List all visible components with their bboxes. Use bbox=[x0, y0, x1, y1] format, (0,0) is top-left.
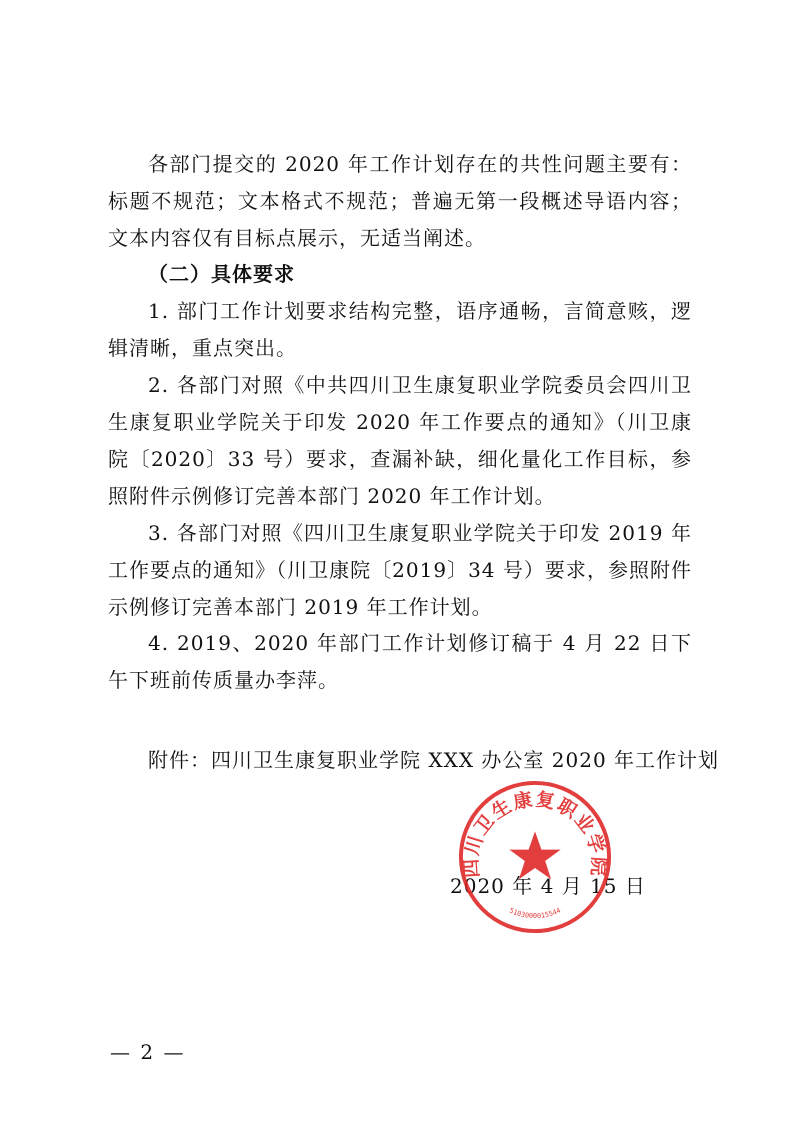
official-seal bbox=[456, 778, 614, 936]
section-heading-requirements: （二）具体要求 bbox=[148, 262, 295, 286]
seal-text: 四川卫生康复职业学院 bbox=[461, 789, 609, 879]
seal-code: 5103000015544 bbox=[507, 906, 563, 921]
requirement-item-1: 1. 部门工作计划要求结构完整，语序通畅，言简意赅，逻辑清晰，重点突出。 bbox=[108, 299, 692, 360]
paragraph-common-issues: 各部门提交的 2020 年工作计划存在的共性问题主要有：标题不规范；文本格式不规范；普遍无第一段概述导语内容；文本内容仅有目标点展示，无适当阐述。 bbox=[108, 152, 692, 250]
attachment-line: 附件：四川卫生康复职业学院 XXX 办公室 2020 年工作计划 bbox=[148, 748, 720, 772]
requirement-item-3: 3. 各部门对照《四川卫生康复职业学院关于印发 2019 年工作要点的通知》（川卫康院〔2019〕34 号）要求，参照附件示例修订完善本部门 2019 年工作计划。 bbox=[108, 521, 692, 619]
requirement-item-2: 2. 各部门对照《中共四川卫生康复职业学院委员会四川卫生康复职业学院关于印发 2020 年工作要点的通知》（川卫康院〔2020〕33 号）要求，查漏补缺，细化量化工作目标，参照附件示例修订完善本部门 2020 年工作计划。 bbox=[108, 373, 692, 508]
requirement-item-4: 4. 2019、2020 年部门工作计划修订稿于 4 月 22 日下午下班前传质量办李萍。 bbox=[108, 631, 692, 692]
issue-date: 2020 年 4 月 15 日 bbox=[450, 874, 646, 898]
star-icon bbox=[509, 831, 560, 879]
page-number: — 2 — bbox=[110, 1040, 186, 1064]
